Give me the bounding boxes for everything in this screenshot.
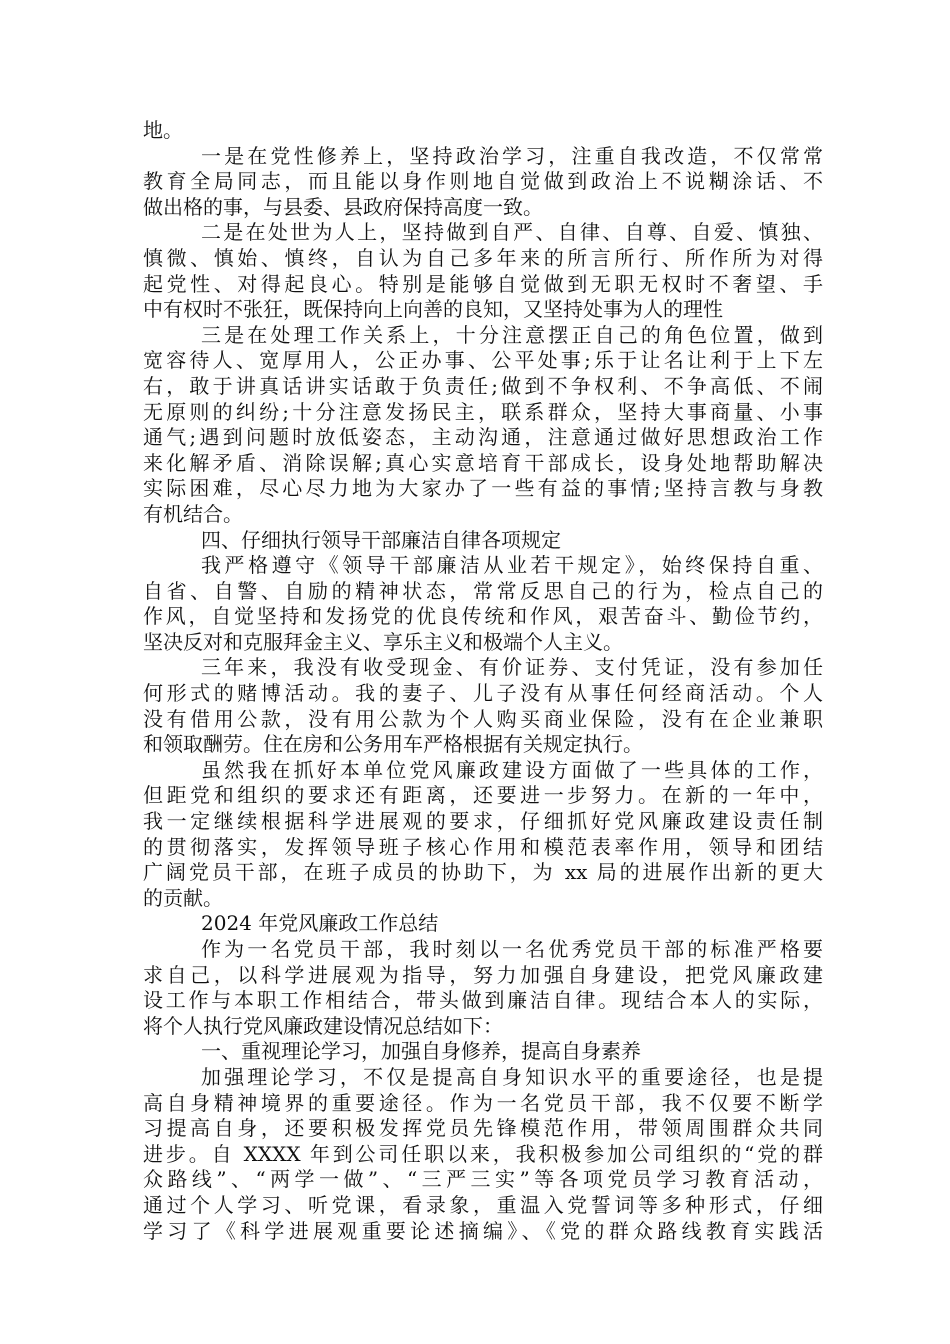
text-line: 进步。自 XXXX 年到公司任职以来，我积极参加公司组织的“党的群	[143, 1141, 823, 1166]
text-line: 作为一名党员干部，我时刻以一名优秀党员干部的标准严格要	[201, 937, 823, 961]
text-line: 教育全局同志，而且能以身作则地自觉做到政治上不说糊涂话、不	[143, 169, 823, 194]
text-line: 学习了《科学进展观重要论述摘编》、《党的群众路线教育实践活	[143, 1218, 823, 1243]
text-line: 来化解矛盾、消除误解;真心实意培育干部成长，设身处地帮助解决	[143, 450, 823, 475]
text-line: 高自身精神境界的重要途径。作为一名党员干部，我不仅要不断学	[143, 1090, 823, 1115]
text-line: 有机结合。	[143, 501, 243, 526]
text-line: 但距党和组织的要求还有距离，还要进一步努力。在新的一年中，	[143, 783, 823, 808]
text-line: 起党性、对得起良心。特别是能够自觉做到无职无权时不奢望、手	[143, 271, 823, 296]
text-line: 中有权时不张狂，既保持向上向善的良知，又坚持处事为人的理性	[143, 297, 723, 322]
text-line: 三年来，我没有收受现金、有价证券、支付凭证，没有参加任	[201, 655, 823, 680]
text-line: 的贯彻落实，发挥领导班子核心作用和模范表率作用，领导和团结	[143, 834, 823, 859]
text-line: 将个人执行党风廉政建设情况总结如下：	[143, 1013, 503, 1038]
text-line: 无原则的纠纷;十分注意发扬民主，联系群众，坚持大事商量、小事	[143, 399, 823, 424]
text-line: 一、重视理论学习，加强自身修养，提高自身素养	[201, 1039, 641, 1064]
text-line: 作风，自觉坚持和发扬党的优良传统和作风，艰苦奋斗、勤俭节约，	[143, 604, 823, 629]
text-line: 做出格的事，与县委、县政府保持高度一致。	[143, 194, 543, 219]
text-line: 我一定继续根据科学进展观的要求，仔细抓好党风廉政建设责任制	[143, 809, 823, 834]
text-line: 虽然我在抓好本单位党风廉政建设方面做了一些具体的工作，	[201, 757, 823, 782]
text-line: 慎微、慎始、慎终，自认为自己多年来的所言所行、所作所为对得	[143, 245, 823, 270]
text-line: 何形式的赌博活动。我的妻子、儿子没有从事任何经商活动。个人	[143, 681, 823, 706]
text-line: 四、仔细执行领导干部廉洁自律各项规定	[201, 527, 561, 552]
text-line: 和领取酬劳。住在房和公务用车严格根据有关规定执行。	[143, 732, 643, 757]
text-line: 地。	[143, 118, 183, 142]
text-line: 习提高自身，还要积极发挥党员先锋模范作用，带领周围群众共同	[143, 1116, 823, 1141]
text-line: 加强理论学习，不仅是提高自身知识水平的重要途径，也是提	[201, 1064, 823, 1089]
text-line: 实际困难，尽心尽力地为大家办了一些有益的事情;坚持言教与身教	[143, 476, 823, 501]
text-line: 我严格遵守《领导干部廉洁从业若干规定》，始终保持自重、	[201, 553, 823, 578]
text-line: 设工作与本职工作相结合，带头做到廉洁自律。现结合本人的实际，	[143, 988, 823, 1013]
text-line: 坚决反对和克服拜金主义、享乐主义和极端个人主义。	[143, 629, 623, 654]
text-line: 右，敢于讲真话讲实话敢于负责任;做到不争权利、不争高低、不闹	[143, 373, 823, 398]
text-line: 广阔党员干部，在班子成员的协助下，为 xx 局的进展作出新的更大	[143, 860, 823, 885]
text-line: 的贡献。	[143, 885, 223, 910]
text-line: 众路线”、“两学一做”、“三严三实”等各项党员学习教育活动，	[143, 1167, 823, 1192]
text-line: 自省、自警、自励的精神状态，常常反思自己的行为，检点自己的	[143, 578, 823, 603]
document-body	[143, 118, 823, 1244]
text-line: 二是在处世为人上，坚持做到自严、自律、自尊、自爱、慎独、	[201, 220, 823, 245]
text-line: 没有借用公款，没有用公款为个人购买商业保险，没有在企业兼职	[143, 706, 823, 731]
text-line: 通气;遇到问题时放低姿态，主动沟通，注意通过做好思想政治工作	[143, 425, 823, 450]
text-line: 一是在党性修养上，坚持政治学习，注重自我改造，不仅常常	[201, 143, 823, 168]
text-line: 三是在处理工作关系上，十分注意摆正自己的角色位置，做到	[201, 322, 823, 347]
text-line: 通过个人学习、听党课，看录象，重温入党誓词等多种形式，仔细	[143, 1192, 823, 1217]
text-line: 宽容待人、宽厚用人，公正办事、公平处事;乐于让名让利于上下左	[143, 348, 823, 373]
text-line: 求自己，以科学进展观为指导，努力加强自身建设，把党风廉政建	[143, 962, 823, 987]
text-line: 2024 年党风廉政工作总结	[201, 911, 439, 936]
